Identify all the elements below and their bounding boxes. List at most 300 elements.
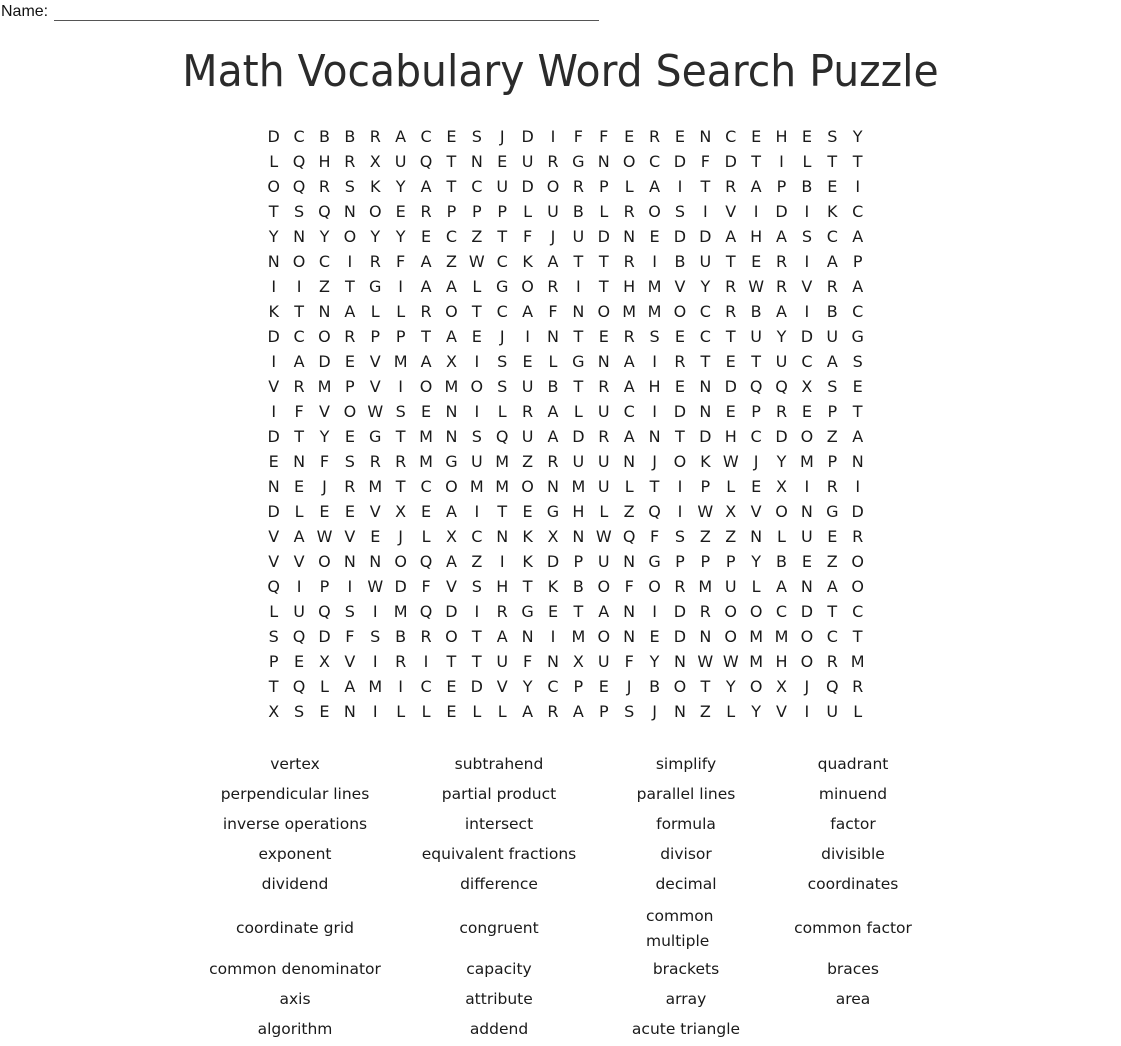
grid-cell[interactable]: O [851,577,864,596]
grid-cell[interactable]: S [268,627,279,646]
grid-cell[interactable]: F [649,527,660,546]
grid-cell[interactable]: O [724,627,738,646]
grid-cell[interactable]: Y [649,652,660,671]
grid-cell[interactable]: I [347,252,353,271]
grid-cell[interactable]: M [647,302,662,321]
grid-cell[interactable]: K [700,452,711,471]
grid-cell[interactable]: X [445,527,457,546]
grid-cell[interactable]: W [748,277,765,296]
grid-cell[interactable]: O [597,627,611,646]
grid-cell[interactable]: Q [495,427,509,446]
grid-cell[interactable]: L [599,502,609,521]
grid-cell[interactable]: A [547,427,559,446]
grid-cell[interactable]: H [648,377,661,396]
grid-cell[interactable]: E [674,127,685,146]
grid-cell[interactable]: U [496,652,509,671]
grid-cell[interactable]: C [648,152,661,171]
grid-cell[interactable]: C [471,527,483,546]
grid-cell[interactable]: F [624,577,634,596]
grid-cell[interactable]: E [827,527,838,546]
grid-cell[interactable]: D [724,152,737,171]
grid-cell[interactable]: I [753,202,759,221]
grid-cell[interactable]: C [750,427,762,446]
grid-cell[interactable]: L [497,702,507,721]
grid-cell[interactable]: T [522,577,533,596]
grid-cell[interactable]: N [623,552,636,571]
grid-cell[interactable]: G [521,602,534,621]
grid-cell[interactable]: L [472,702,482,721]
grid-cell[interactable]: B [649,677,661,696]
grid-cell[interactable]: J [652,452,657,471]
grid-cell[interactable]: O [267,177,280,196]
grid-cell[interactable]: N [623,627,636,646]
grid-cell[interactable]: N [547,477,559,496]
grid-cell[interactable]: M [571,477,586,496]
grid-cell[interactable]: P [319,577,330,596]
grid-cell[interactable]: L [802,152,812,171]
grid-cell[interactable]: X [725,502,737,521]
grid-cell[interactable]: W [595,527,612,546]
grid-cell[interactable]: R [598,377,610,396]
grid-cell[interactable]: N [699,377,712,396]
grid-cell[interactable]: O [318,327,331,346]
grid-cell[interactable]: H [775,652,788,671]
grid-cell[interactable]: I [398,377,403,396]
grid-cell[interactable]: J [398,527,403,546]
grid-cell[interactable]: M [393,352,408,371]
grid-cell[interactable]: I [474,502,480,521]
grid-cell[interactable]: N [445,402,458,421]
grid-cell[interactable]: V [268,552,280,571]
grid-cell[interactable]: Z [699,527,711,546]
grid-cell[interactable]: Q [622,527,636,546]
grid-cell[interactable]: L [726,477,736,496]
grid-cell[interactable]: G [546,502,560,521]
grid-cell[interactable]: T [573,327,584,346]
grid-cell[interactable]: Y [268,227,279,246]
grid-cell[interactable]: C [293,327,305,346]
grid-cell[interactable]: L [396,702,406,721]
grid-cell[interactable]: R [623,252,635,271]
grid-cell[interactable]: P [497,202,508,221]
grid-cell[interactable]: R [522,402,534,421]
grid-cell[interactable]: O [343,402,357,421]
grid-cell[interactable]: X [547,527,559,546]
grid-cell[interactable]: C [775,602,788,621]
grid-cell[interactable]: A [496,627,508,646]
grid-cell[interactable]: T [497,227,508,246]
grid-cell[interactable]: E [522,502,533,521]
grid-cell[interactable]: X [776,477,787,496]
grid-cell[interactable]: D [521,127,534,146]
grid-cell[interactable]: I [550,627,556,646]
grid-cell[interactable]: A [420,252,432,271]
grid-cell[interactable]: C [496,252,508,271]
grid-cell[interactable]: Q [419,602,433,621]
grid-cell[interactable]: R [547,152,559,171]
grid-cell[interactable]: D [673,227,687,246]
grid-cell[interactable]: S [674,527,686,546]
grid-cell[interactable]: B [750,302,762,321]
grid-cell[interactable]: U [597,552,610,571]
grid-cell[interactable]: R [369,252,381,271]
grid-cell[interactable]: E [344,502,355,521]
grid-cell[interactable]: Y [725,677,736,696]
grid-cell[interactable]: S [801,227,812,246]
grid-cell[interactable]: M [749,627,764,646]
grid-cell[interactable]: I [652,602,657,621]
grid-cell[interactable]: E [725,352,736,371]
grid-cell[interactable]: D [267,427,280,446]
grid-cell[interactable]: I [677,502,683,521]
grid-cell[interactable]: E [522,352,533,371]
grid-cell[interactable]: Q [292,627,306,646]
grid-cell[interactable]: B [395,627,407,646]
grid-cell[interactable]: D [673,152,687,171]
grid-cell[interactable]: C [699,327,711,346]
grid-cell[interactable]: I [677,477,683,496]
grid-cell[interactable]: O [800,627,814,646]
grid-cell[interactable]: A [852,427,864,446]
grid-cell[interactable]: U [572,227,585,246]
grid-cell[interactable]: T [573,252,584,271]
grid-cell[interactable]: L [599,202,609,221]
grid-cell[interactable]: D [699,227,712,246]
grid-cell[interactable]: H [318,152,331,171]
grid-cell[interactable]: G [648,552,661,571]
grid-cell[interactable]: I [423,652,429,671]
grid-cell[interactable]: I [855,177,861,196]
grid-cell[interactable]: J [499,127,505,146]
grid-cell[interactable]: N [267,252,280,271]
grid-cell[interactable]: I [372,602,378,621]
grid-cell[interactable]: X [268,702,280,721]
grid-cell[interactable]: Q [267,577,280,596]
grid-cell[interactable]: Y [776,452,787,471]
grid-cell[interactable]: R [623,327,635,346]
grid-cell[interactable]: S [497,377,508,396]
grid-cell[interactable]: N [293,452,306,471]
grid-cell[interactable]: V [725,202,737,221]
grid-cell[interactable]: F [421,577,431,596]
grid-cell[interactable]: T [294,427,304,446]
grid-cell[interactable]: R [725,277,737,296]
grid-cell[interactable]: Z [699,702,711,721]
grid-cell[interactable]: C [826,227,838,246]
grid-cell[interactable]: A [547,402,559,421]
grid-cell[interactable]: L [269,152,279,171]
grid-cell[interactable]: N [699,627,712,646]
grid-cell[interactable]: I [271,352,277,371]
grid-cell[interactable]: V [801,277,813,296]
grid-cell[interactable]: A [826,577,838,596]
grid-cell[interactable]: E [268,452,279,471]
grid-cell[interactable]: O [673,302,687,321]
grid-cell[interactable]: E [827,177,838,196]
grid-cell[interactable]: O [318,552,331,571]
grid-cell[interactable]: A [344,302,356,321]
grid-cell[interactable]: U [293,602,305,621]
grid-cell[interactable]: M [622,302,637,321]
grid-cell[interactable]: O [800,652,814,671]
grid-cell[interactable]: B [344,127,356,146]
grid-cell[interactable]: R [318,177,331,196]
grid-cell[interactable]: K [268,302,279,321]
grid-cell[interactable]: A [649,177,661,196]
grid-cell[interactable]: X [572,652,584,671]
grid-cell[interactable]: O [648,577,661,596]
grid-cell[interactable]: T [725,327,736,346]
grid-cell[interactable]: P [827,452,838,471]
grid-cell[interactable]: C [826,627,838,646]
grid-cell[interactable]: L [370,302,380,321]
grid-cell[interactable]: D [470,677,483,696]
grid-cell[interactable]: F [700,152,710,171]
grid-cell[interactable]: D [673,402,687,421]
grid-cell[interactable]: N [623,227,636,246]
grid-cell[interactable]: I [398,277,403,296]
grid-cell[interactable]: A [623,427,635,446]
grid-cell[interactable]: D [724,377,737,396]
grid-cell[interactable]: R [623,202,635,221]
grid-cell[interactable]: D [699,427,712,446]
grid-cell[interactable]: P [675,552,685,571]
grid-cell[interactable]: A [852,227,864,246]
grid-cell[interactable]: T [421,327,431,346]
grid-cell[interactable]: M [368,477,383,496]
grid-cell[interactable]: J [753,452,759,471]
grid-cell[interactable]: W [316,527,333,546]
grid-cell[interactable]: S [344,177,355,196]
grid-cell[interactable]: H [775,127,788,146]
grid-cell[interactable]: E [598,677,609,696]
grid-cell[interactable]: L [853,702,863,721]
grid-cell[interactable]: E [319,702,330,721]
grid-cell[interactable]: N [597,352,610,371]
grid-cell[interactable]: C [420,127,432,146]
grid-cell[interactable]: C [420,477,432,496]
grid-cell[interactable]: L [396,302,406,321]
grid-cell[interactable]: V [268,377,280,396]
grid-cell[interactable]: U [750,327,762,346]
grid-cell[interactable]: L [573,402,583,421]
grid-cell[interactable]: R [344,327,356,346]
grid-cell[interactable]: R [547,702,559,721]
grid-cell[interactable]: R [775,402,788,421]
grid-cell[interactable]: L [624,477,634,496]
grid-cell[interactable]: O [546,177,560,196]
grid-cell[interactable]: T [751,152,761,171]
grid-cell[interactable]: A [420,277,432,296]
grid-cell[interactable]: D [775,202,788,221]
grid-cell[interactable]: T [395,477,406,496]
grid-cell[interactable]: X [395,502,407,521]
grid-cell[interactable]: L [751,577,761,596]
grid-cell[interactable]: I [271,402,277,421]
grid-cell[interactable]: N [623,602,636,621]
grid-cell[interactable]: Z [471,552,483,571]
grid-cell[interactable]: R [547,452,559,471]
grid-cell[interactable]: W [367,577,384,596]
grid-cell[interactable]: V [319,402,330,421]
grid-cell[interactable]: N [572,302,585,321]
grid-cell[interactable]: R [395,652,407,671]
grid-cell[interactable]: S [674,202,686,221]
grid-cell[interactable]: D [851,502,864,521]
grid-cell[interactable]: E [725,402,736,421]
grid-cell[interactable]: D [673,627,687,646]
grid-cell[interactable]: T [675,427,685,446]
grid-cell[interactable]: G [369,277,382,296]
grid-cell[interactable]: T [751,352,761,371]
grid-cell[interactable]: A [598,602,610,621]
grid-cell[interactable]: K [522,527,533,546]
grid-cell[interactable]: G [826,502,839,521]
grid-cell[interactable]: D [673,602,687,621]
grid-cell[interactable]: N [673,702,686,721]
grid-cell[interactable]: R [826,277,838,296]
grid-cell[interactable]: O [368,202,382,221]
grid-cell[interactable]: R [293,377,305,396]
grid-cell[interactable]: F [548,302,558,321]
grid-cell[interactable]: Z [725,527,737,546]
grid-cell[interactable]: L [269,602,279,621]
grid-cell[interactable]: I [576,277,581,296]
grid-cell[interactable]: M [444,377,459,396]
grid-cell[interactable]: F [294,402,304,421]
grid-cell[interactable]: A [445,502,457,521]
grid-cell[interactable]: E [395,202,406,221]
grid-cell[interactable]: P [598,177,609,196]
grid-cell[interactable]: T [598,252,609,271]
grid-cell[interactable]: G [445,452,458,471]
grid-cell[interactable]: F [599,127,609,146]
name-blank-line[interactable] [54,4,599,21]
grid-cell[interactable]: C [852,302,864,321]
grid-cell[interactable]: E [446,702,457,721]
grid-cell[interactable]: H [496,577,509,596]
grid-cell[interactable]: E [852,377,863,396]
grid-cell[interactable]: J [804,677,810,696]
grid-cell[interactable]: U [521,152,534,171]
grid-cell[interactable]: V [344,527,356,546]
grid-cell[interactable]: Y [370,227,381,246]
grid-cell[interactable]: Q [318,602,331,621]
grid-cell[interactable]: D [775,427,788,446]
grid-cell[interactable]: A [445,327,457,346]
grid-cell[interactable]: X [445,352,457,371]
grid-cell[interactable]: O [749,602,763,621]
grid-cell[interactable]: J [626,677,632,696]
grid-cell[interactable]: Q [825,677,839,696]
grid-cell[interactable]: T [268,202,279,221]
grid-cell[interactable]: M [571,627,586,646]
grid-cell[interactable]: R [852,677,864,696]
grid-cell[interactable]: E [624,127,635,146]
grid-cell[interactable]: A [522,702,534,721]
grid-cell[interactable]: B [776,552,787,571]
grid-cell[interactable]: U [775,352,788,371]
grid-cell[interactable]: I [347,577,353,596]
grid-cell[interactable]: N [547,327,559,346]
grid-cell[interactable]: G [572,352,585,371]
grid-cell[interactable]: S [471,427,482,446]
grid-cell[interactable]: V [369,502,381,521]
grid-cell[interactable]: O [521,277,534,296]
grid-cell[interactable]: B [674,252,686,271]
grid-cell[interactable]: T [827,152,838,171]
grid-cell[interactable]: L [726,702,736,721]
grid-cell[interactable]: C [445,227,458,246]
grid-cell[interactable]: E [649,227,660,246]
grid-cell[interactable]: D [318,352,331,371]
grid-cell[interactable]: K [547,577,559,596]
grid-cell[interactable]: I [804,702,810,721]
grid-cell[interactable]: G [369,427,382,446]
grid-cell[interactable]: W [468,252,485,271]
grid-cell[interactable]: D [800,602,814,621]
grid-cell[interactable]: M [469,477,484,496]
grid-cell[interactable]: E [649,627,660,646]
grid-cell[interactable]: B [572,577,584,596]
grid-cell[interactable]: E [344,352,355,371]
grid-cell[interactable]: L [472,277,482,296]
grid-cell[interactable]: I [550,127,556,146]
grid-cell[interactable]: O [597,302,611,321]
grid-cell[interactable]: P [700,477,711,496]
grid-cell[interactable]: H [623,277,636,296]
grid-cell[interactable]: N [318,302,331,321]
grid-cell[interactable]: T [395,427,406,446]
grid-cell[interactable]: S [294,202,305,221]
grid-cell[interactable]: A [522,302,534,321]
grid-cell[interactable]: B [826,302,838,321]
grid-cell[interactable]: D [521,177,534,196]
grid-cell[interactable]: I [271,277,277,296]
grid-cell[interactable]: N [699,402,712,421]
grid-cell[interactable]: C [420,677,432,696]
grid-cell[interactable]: P [725,552,736,571]
grid-cell[interactable]: O [419,377,433,396]
grid-cell[interactable]: E [598,327,609,346]
grid-cell[interactable]: Y [395,227,406,246]
grid-cell[interactable]: G [572,152,585,171]
grid-cell[interactable]: Z [318,277,330,296]
grid-cell[interactable]: S [827,127,838,146]
grid-cell[interactable]: K [522,552,533,571]
grid-cell[interactable]: R [725,302,737,321]
grid-cell[interactable]: R [826,477,838,496]
grid-cell[interactable]: R [826,652,838,671]
grid-cell[interactable]: M [317,377,332,396]
grid-cell[interactable]: P [370,327,381,346]
grid-cell[interactable]: T [446,152,457,171]
grid-cell[interactable]: U [597,477,610,496]
grid-cell[interactable]: R [648,127,661,146]
grid-cell[interactable]: P [776,177,787,196]
grid-cell[interactable]: Y [700,277,711,296]
grid-cell[interactable]: N [369,552,382,571]
grid-cell[interactable]: T [268,677,279,696]
grid-cell[interactable]: A [623,352,635,371]
grid-cell[interactable]: M [419,452,433,471]
grid-cell[interactable]: M [419,427,433,446]
grid-cell[interactable]: E [497,152,508,171]
grid-cell[interactable]: N [851,452,864,471]
grid-cell[interactable]: U [724,577,737,596]
grid-cell[interactable]: W [697,502,714,521]
grid-cell[interactable]: Y [751,702,761,721]
